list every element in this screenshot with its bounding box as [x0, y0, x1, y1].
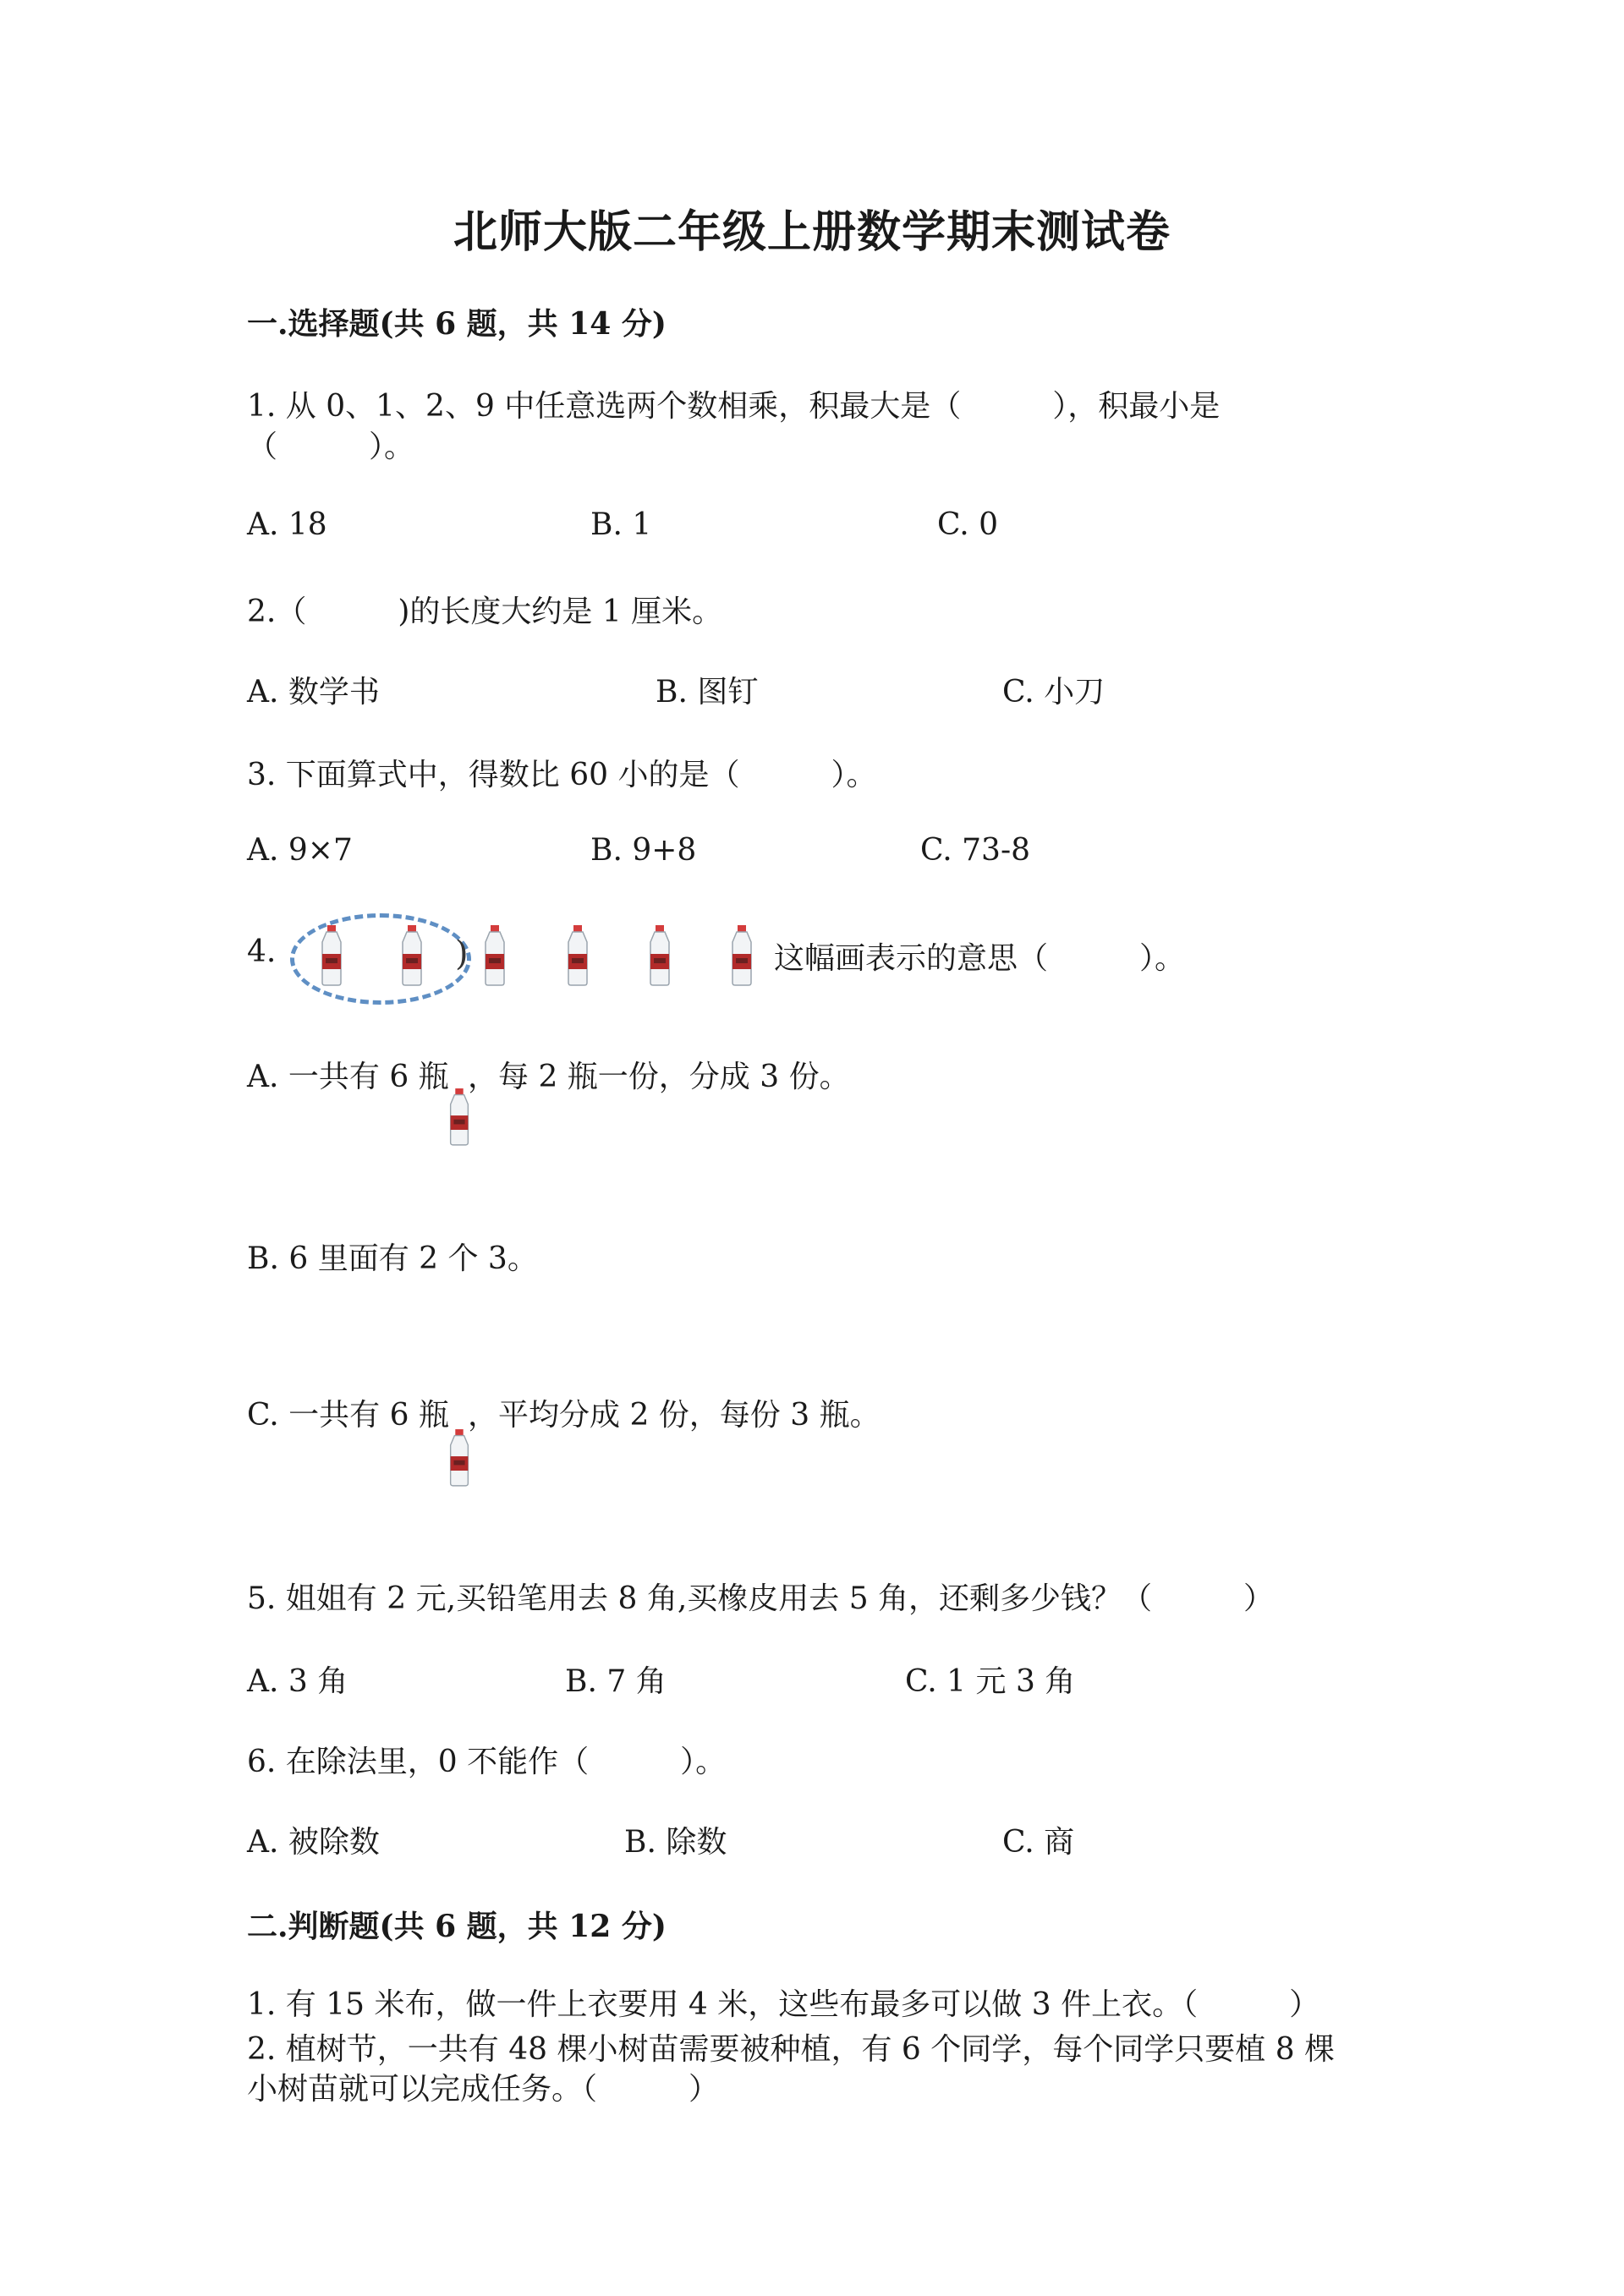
water-bottle-icon	[563, 923, 592, 986]
question-3-option-a: A. 9×7	[247, 833, 353, 868]
question-1-option-c: C. 0	[937, 507, 999, 542]
question-2-option-c: C. 小刀	[1002, 675, 1106, 710]
question-5-option-b: B. 7 角	[565, 1664, 667, 1699]
question-1-option-a: A. 18	[247, 507, 327, 542]
water-bottle-icon	[446, 1427, 473, 1487]
water-bottle-icon	[446, 1087, 473, 1146]
question-6-text: 6. 在除法里，0 不能作（ ）。	[247, 1745, 727, 1779]
question-3-option-b: B. 9+8	[590, 833, 697, 868]
section-heading-choice: 一.选择题(共 6 题，共 14 分)	[247, 306, 667, 342]
question-1-text: 1. 从 0、1、2、9 中任意选两个数相乘，积最大是（ ），积最小是	[247, 389, 1221, 424]
water-bottle-icon	[727, 923, 756, 986]
question-5-option-a: A. 3 角	[247, 1664, 348, 1699]
question-4-option-a-cont: ，每 2 瓶一份，分成 3 份。	[468, 1060, 850, 1094]
question-5-text: 5. 姐姐有 2 元,买铅笔用去 8 角,买橡皮用去 5 角，还剩多少钱？（ ）	[247, 1581, 1275, 1616]
question-4-text: 这幅画表示的意思（ ）。	[774, 941, 1186, 976]
question-6-option-b: B. 除数	[624, 1825, 727, 1860]
question-5-option-c: C. 1 元 3 角	[905, 1664, 1076, 1699]
question-4-option-a: A. 一共有 6 瓶	[247, 1060, 449, 1094]
water-bottle-icon	[398, 923, 426, 986]
question-3-option-c: C. 73-8	[920, 833, 1031, 868]
question-4-option-c: C. 一共有 6 瓶	[247, 1398, 449, 1433]
question-1-option-b: B. 1	[590, 507, 652, 542]
judgement-item-1: 1. 有 15 米布，做一件上衣要用 4 米，这些布最多可以做 3 件上衣。（ ）	[247, 1987, 1320, 2022]
page-title: 北师大版二年级上册数学期末测试卷	[453, 206, 1171, 258]
water-bottle-icon	[317, 923, 346, 986]
judgement-item-2-cont: 小树苗就可以完成任务。（ ）	[247, 2072, 720, 2107]
grouping-paren-right: )	[455, 934, 469, 973]
question-6-option-c: C. 商	[1002, 1825, 1075, 1860]
question-2-option-b: B. 图钉	[656, 675, 759, 710]
question-3-text: 3. 下面算式中，得数比 60 小的是（ ）。	[247, 758, 877, 792]
judgement-item-2: 2. 植树节，一共有 48 棵小树苗需要被种植，有 6 个同学，每个同学只要植 8 棵	[247, 2032, 1336, 2067]
water-bottle-icon	[480, 923, 509, 986]
question-4-number: 4.	[247, 934, 277, 969]
water-bottle-icon	[645, 923, 674, 986]
question-2-text: 2.（ )的长度大约是 1 厘米。	[247, 595, 723, 629]
question-1-text-cont: （ ）。	[247, 430, 415, 464]
question-4-option-c-cont: ，平均分成 2 份，每份 3 瓶。	[468, 1398, 881, 1433]
question-2-option-a: A. 数学书	[247, 675, 380, 710]
question-4-option-b: B. 6 里面有 2 个 3。	[247, 1241, 538, 1276]
question-6-option-a: A. 被除数	[247, 1825, 380, 1860]
section-heading-judgement: 二.判断题(共 6 题，共 12 分)	[247, 1909, 667, 1944]
